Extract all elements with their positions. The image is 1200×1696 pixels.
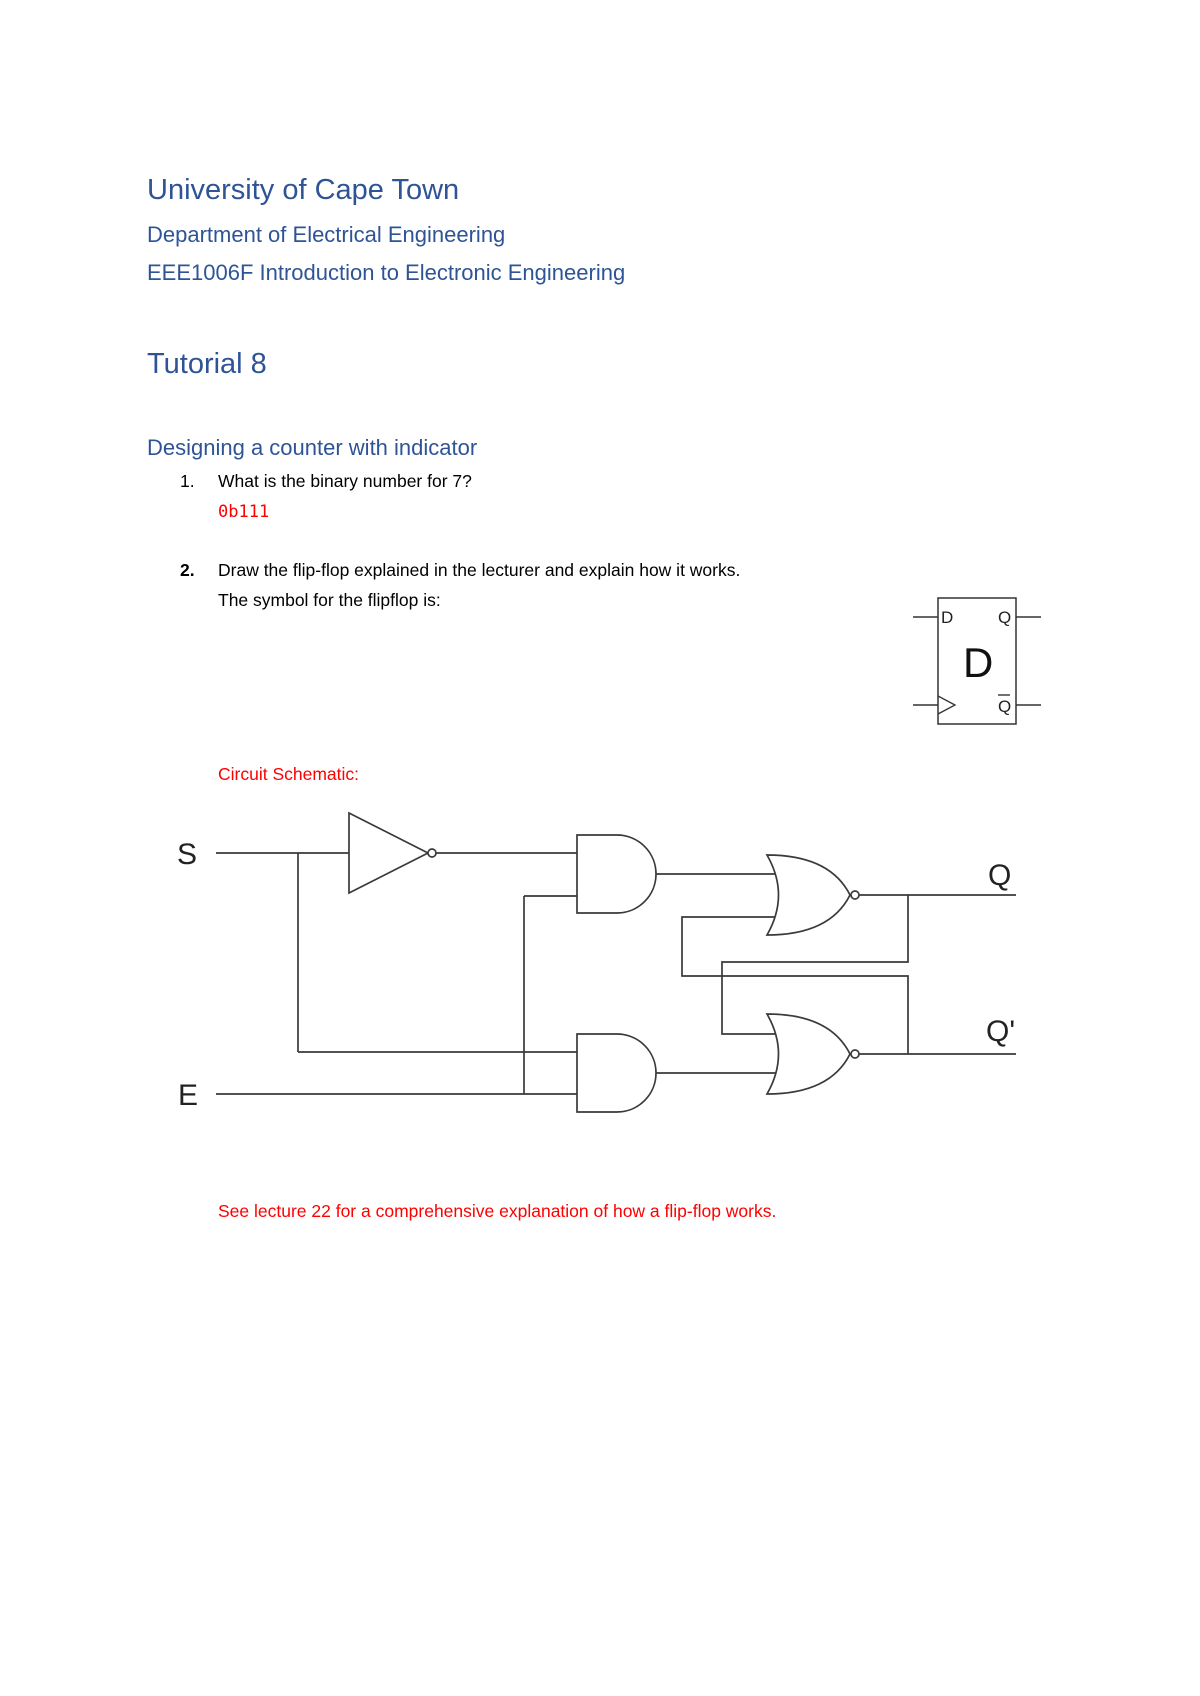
ff-center-label: D xyxy=(963,639,994,686)
question-1-answer: 0b111 xyxy=(218,502,270,522)
and-gate-bottom xyxy=(577,1034,656,1112)
nor-gate-top xyxy=(767,855,850,935)
circuit-input-e-label: E xyxy=(178,1079,199,1112)
department-title: Department of Electrical Engineering xyxy=(147,222,506,247)
d-flipflop-symbol xyxy=(905,590,1045,730)
not-gate xyxy=(349,813,428,893)
question-2-number: 2. xyxy=(180,560,195,580)
question-1-number: 1. xyxy=(180,471,195,491)
and-gate-top xyxy=(577,835,656,913)
section-title: Designing a counter with indicator xyxy=(147,435,478,460)
circuit-schematic-label: Circuit Schematic: xyxy=(218,764,360,784)
circuit-output-q-label: Q xyxy=(988,859,1012,892)
university-title: University of Cape Town xyxy=(147,174,460,206)
question-2-subtext: The symbol for the flipflop is: xyxy=(218,590,441,610)
circuit-input-s-label: S xyxy=(177,838,198,871)
ff-input-d-label: D xyxy=(941,608,954,627)
ff-output-qbar-label: Q xyxy=(998,697,1012,716)
course-title: EEE1006F Introduction to Electronic Engineering xyxy=(147,260,626,285)
question-2-text: Draw the flip-flop explained in the lecturer and explain how it works. xyxy=(218,560,741,580)
tutorial-title: Tutorial 8 xyxy=(147,348,267,380)
wire-feedback-qprime xyxy=(682,917,908,1054)
not-gate-bubble xyxy=(428,849,436,857)
nor-gate-bottom xyxy=(767,1014,850,1094)
circuit-output-qprime-label: Q' xyxy=(986,1015,1016,1048)
nor-gate-bottom-bubble xyxy=(851,1050,859,1058)
question-1-text: What is the binary number for 7? xyxy=(218,471,472,491)
ff-output-q-label: Q xyxy=(998,608,1012,627)
nor-gate-top-bubble xyxy=(851,891,859,899)
lecture-note: See lecture 22 for a comprehensive explanation of how a flip-flop works. xyxy=(218,1201,777,1221)
wire-feedback-q xyxy=(722,895,908,1034)
